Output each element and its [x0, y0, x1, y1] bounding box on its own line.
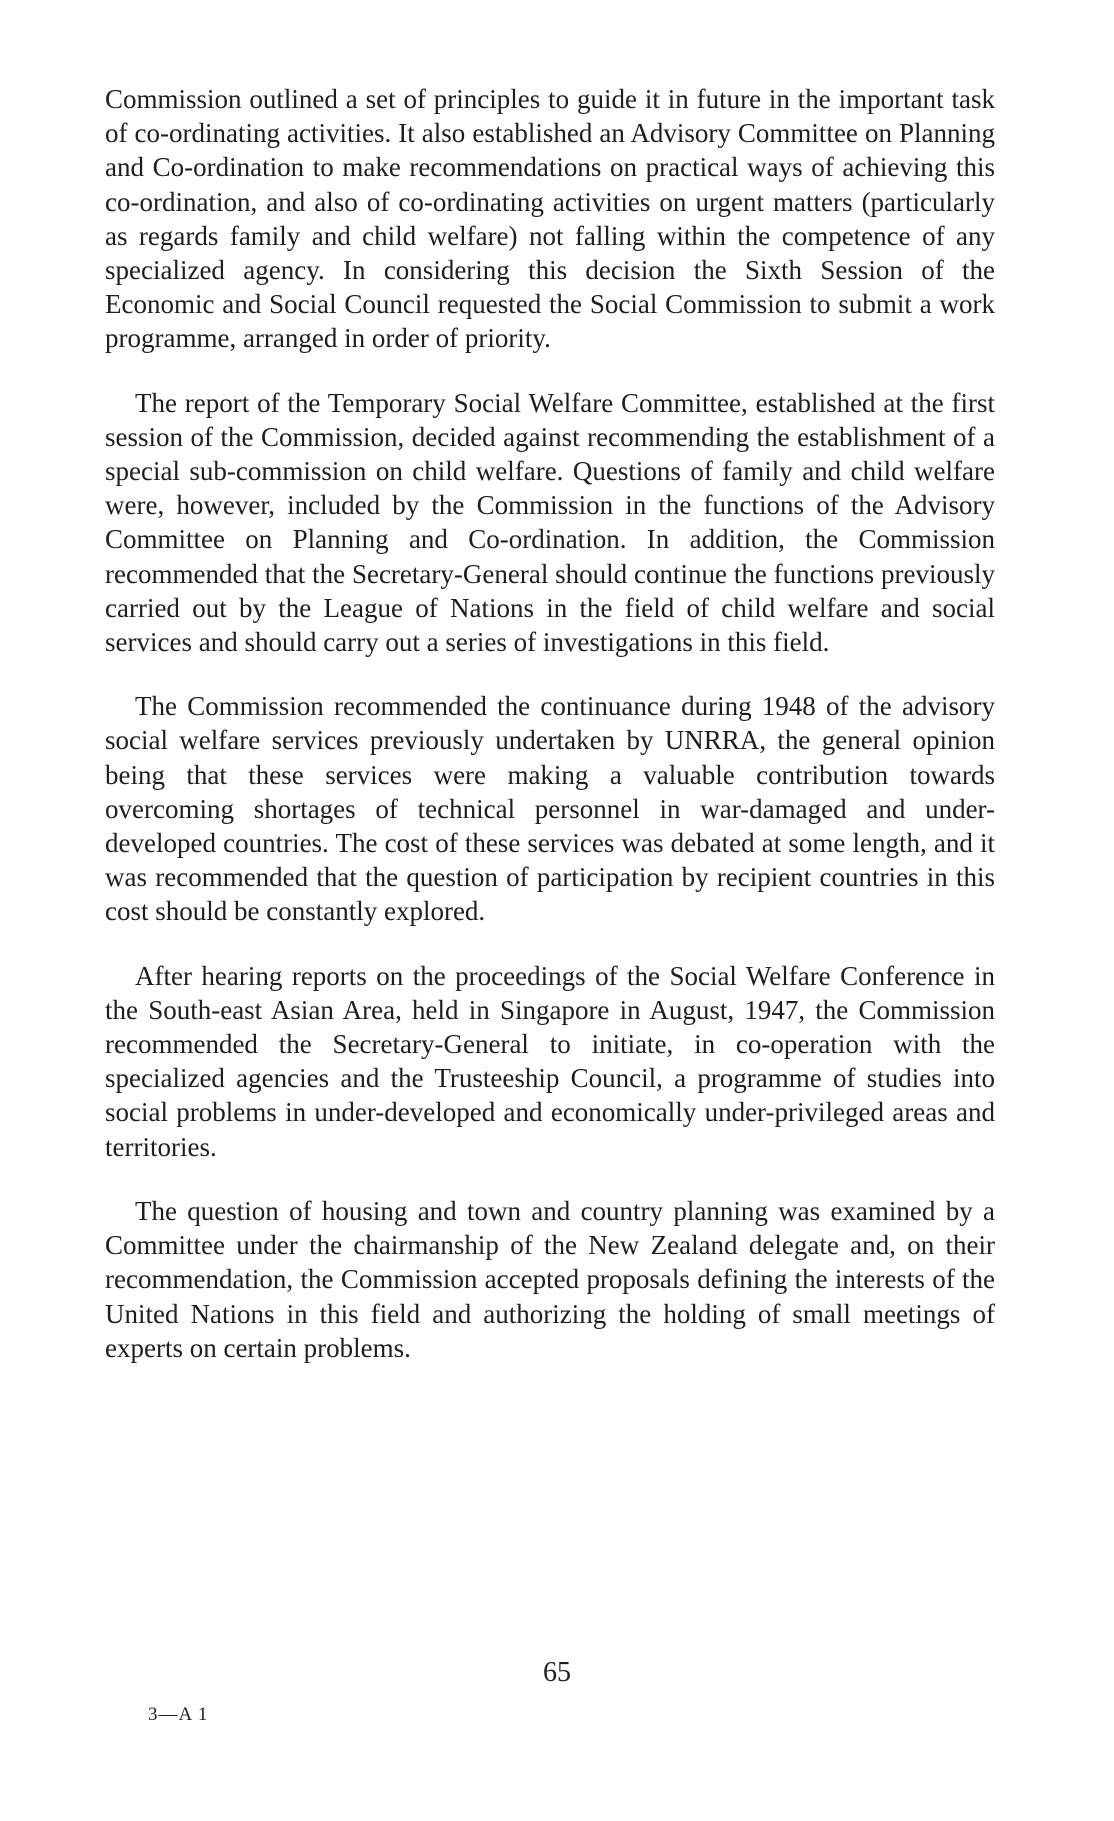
printer-signature-mark: 3—A 1	[148, 1704, 209, 1725]
paragraph-temporary-committee-report: The report of the Temporary Social Welfare Committee, established at the first session of the Commission, decided against recommending the establishment of a special sub-commission on child welfare. Questions of family and child welfare were, however, included by the Commission in the functions of the Advisory Committee on Planning and Co-ordination. In addition, the Commission recommended that the Secretary-General should continue the functions previously carried out by the League of Nations in the field of child welfare and social services and should carry out a series of investigations in this field.	[105, 387, 995, 658]
body-text	[105, 82, 995, 1395]
paragraph-singapore-conference: After hearing reports on the proceedings of the Social Welfare Conference in the South-east Asian Area, held in Singapore in August, 1947, the Commission recommended the Secretary-General to initiate, in co-operation with the specialized agencies and the Trusteeship Council, a programme of studies into social problems in under-developed and economically under-privileged areas and territories.	[105, 960, 995, 1162]
paragraph-commission-principles: Commission outlined a set of principles to guide it in future in the important task of co-ordinating activities. It also established an Advisory Committee on Planning and Co-ordination to make recommendations on practical ways of achieving this co-ordination, and also of co-ordinating activities on urgent matters (particularly as regards family and child welfare) not falling within the competence of any specialized agency. In considering this decision the Sixth Session of the Economic and Social Council requested the Social Commission to submit a work programme, arranged in order of priority.	[105, 84, 995, 354]
paragraph-advisory-services: The Commission recommended the continuance during 1948 of the advisory social welfare services previously undertaken by UNRRA, the general opinion being that these services were making a valuable contribution towards overcoming shortages of technical personnel in war-damaged and under-developed countries. The cost of these services was debated at some length, and it was recommended that the question of participation by recipient countries in this cost should be constantly explored.	[105, 691, 995, 927]
paragraph-housing-planning: The question of housing and town and country planning was examined by a Committee under the chairmanship of the New Zealand delegate and, on their recommendation, the Commission accepted proposals defining the interests of the United Nations in this field and authorizing the holding of small meetings of experts on certain problems.	[105, 1195, 995, 1363]
page-number: 65	[543, 1657, 571, 1688]
